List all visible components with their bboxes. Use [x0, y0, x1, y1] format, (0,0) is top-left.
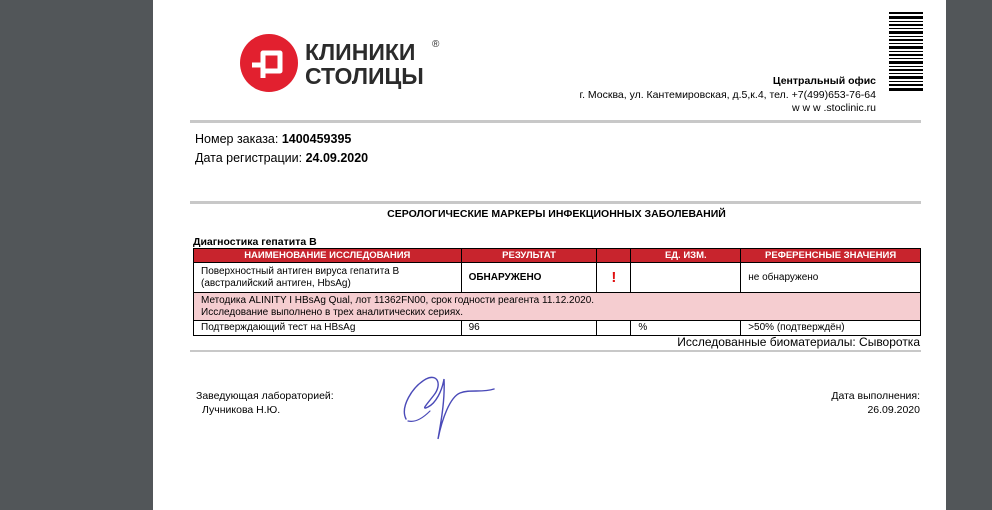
result-cell: ОБНАРУЖЕНО	[461, 263, 597, 293]
registration-date-line	[195, 149, 368, 168]
table-header-row	[194, 249, 921, 263]
order-info	[195, 130, 368, 168]
lab-head-name: Лучникова Н.Ю.	[202, 404, 281, 416]
order-number-label: Номер заказа:	[195, 132, 279, 146]
section-divider	[190, 201, 921, 204]
method-note-cell	[194, 293, 921, 321]
test-name-line1: Поверхностный антиген вируса гепатита В	[201, 265, 400, 277]
test-name-line2: (австралийский антиген, HbsAg)	[201, 277, 351, 289]
results-table	[193, 248, 921, 336]
completion-date-label: Дата выполнения:	[831, 390, 920, 402]
unit-cell: %	[631, 321, 741, 336]
clinic-logo	[239, 33, 444, 93]
order-number-value: 1400459395	[281, 132, 352, 146]
handwritten-signature	[398, 367, 498, 447]
logo-emblem-icon	[240, 34, 298, 92]
completion-date-block	[831, 389, 920, 417]
table-bottom-divider	[190, 350, 921, 352]
subsection-title: Диагностика гепатита В	[193, 236, 317, 248]
reference-cell: не обнаружено	[741, 263, 921, 293]
lab-head-block	[196, 389, 334, 417]
section-title: СЕРОЛОГИЧЕСКИЕ МАРКЕРЫ ИНФЕКЦИОННЫХ ЗАБОЛЕВАНИЙ	[387, 208, 726, 220]
office-address: г. Москва, ул. Кантемировская, д.5,к.4, тел. +7(499)653-76-64	[579, 88, 876, 101]
result-cell: 96	[461, 321, 597, 336]
header-result: РЕЗУЛЬТАТ	[461, 249, 597, 263]
reference-cell: >50% (подтверждён)	[741, 321, 921, 336]
method-note-row	[194, 293, 921, 321]
registration-date-label: Дата регистрации:	[195, 151, 303, 165]
completion-date-value: 26.09.2020	[867, 404, 920, 416]
lab-head-label: Заведующая лабораторией:	[196, 390, 334, 402]
unit-cell	[631, 263, 741, 293]
header-flag	[597, 249, 631, 263]
abnormal-flag-icon: !	[597, 263, 631, 293]
logo-line2: СТОЛИЦЫ	[305, 63, 424, 89]
office-website: w w w .stoclinic.ru	[791, 102, 876, 114]
table-row	[194, 263, 921, 293]
header-unit: ЕД. ИЗМ.	[631, 249, 741, 263]
logo-line1: КЛИНИКИ	[305, 39, 416, 65]
method-note-line1: Методика ALINITY I HBsAg Qual, лот 11362FN00, срок годности реагента 11.12.2020.	[201, 294, 595, 306]
test-name-cell	[194, 263, 462, 293]
header-divider	[190, 120, 921, 123]
biomaterial-note: Исследованные биоматериалы: Сыворотка	[677, 335, 920, 349]
test-name-cell: Подтверждающий тест на HBsAg	[194, 321, 462, 336]
registration-date-value: 24.09.2020	[305, 151, 369, 165]
method-note-line2: Исследование выполнено в трех аналитических сериях.	[201, 306, 464, 318]
order-number-line	[195, 130, 368, 149]
header-reference: РЕФЕРЕНСНЫЕ ЗНАЧЕНИЯ	[741, 249, 921, 263]
office-info	[580, 75, 876, 116]
table-row	[194, 321, 921, 336]
logo-registered-mark: ®	[432, 39, 440, 50]
header-test-name: НАИМЕНОВАНИЕ ИССЛЕДОВАНИЯ	[194, 249, 462, 263]
office-title: Центральный офис	[772, 75, 876, 87]
barcode	[889, 12, 923, 92]
document-page	[153, 0, 946, 510]
flag-cell	[597, 321, 631, 336]
